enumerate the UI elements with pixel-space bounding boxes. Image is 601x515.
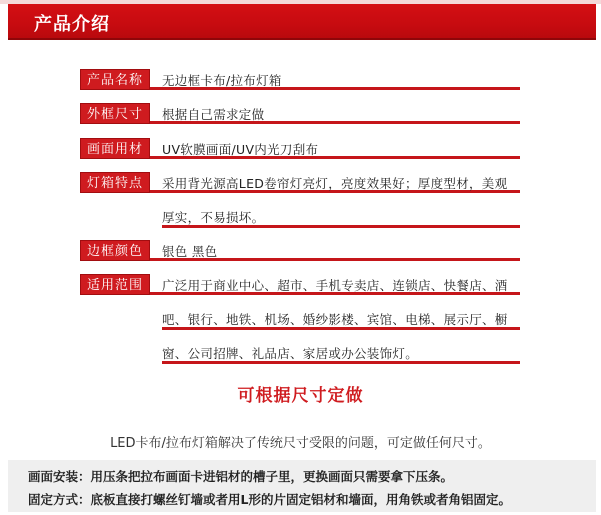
spec-value: 银色 黑色 bbox=[162, 244, 218, 259]
fixing-method: 固定方式：底板直接打螺丝钉墙或者用L形的片固定铝材和墙面，用角铁或者角铝固定。 bbox=[28, 492, 511, 507]
section-header bbox=[8, 4, 596, 40]
spec-value: 窗、公司招牌、礼品店、家居或办公装饰灯。 bbox=[162, 346, 419, 361]
spec-value: 根据自己需求定做 bbox=[162, 107, 265, 122]
install-method: 画面安装：用压条把拉布画面卡进铝材的槽子里，更换画面只需要拿下压条。 bbox=[28, 469, 454, 484]
spec-value: 吧、银行、地铁、机场、婚纱影楼、宾馆、电梯、展示厅、橱 bbox=[162, 312, 508, 327]
spec-value: UV软膜画面/UV内光刀刮布 bbox=[162, 142, 319, 157]
section-title: 产品介绍 bbox=[34, 14, 110, 35]
spec-label: 边框颜色 bbox=[80, 240, 150, 261]
spec-label: 产品名称 bbox=[80, 69, 150, 90]
custom-size-heading: 可根据尺寸定做 bbox=[237, 386, 364, 406]
spec-label: 灯箱特点 bbox=[80, 172, 150, 193]
spec-label: 适用范围 bbox=[80, 274, 150, 295]
install-info-box bbox=[8, 460, 596, 512]
spec-label: 外框尺寸 bbox=[80, 103, 150, 124]
spec-value: 采用背光源高LED卷帘灯亮灯，亮度效果好；厚度型材，美观 bbox=[162, 176, 508, 191]
spec-label: 画面用材 bbox=[80, 138, 150, 159]
spec-value: 广泛用于商业中心、超市、手机专卖店、连锁店、快餐店、酒 bbox=[162, 278, 508, 293]
led-note: LED卡布/拉布灯箱解决了传统尺寸受限的问题，可定做任何尺寸。 bbox=[110, 436, 491, 451]
spec-value: 厚实，不易损坏。 bbox=[162, 210, 265, 225]
spec-value: 无边框卡布/拉布灯箱 bbox=[162, 73, 282, 88]
